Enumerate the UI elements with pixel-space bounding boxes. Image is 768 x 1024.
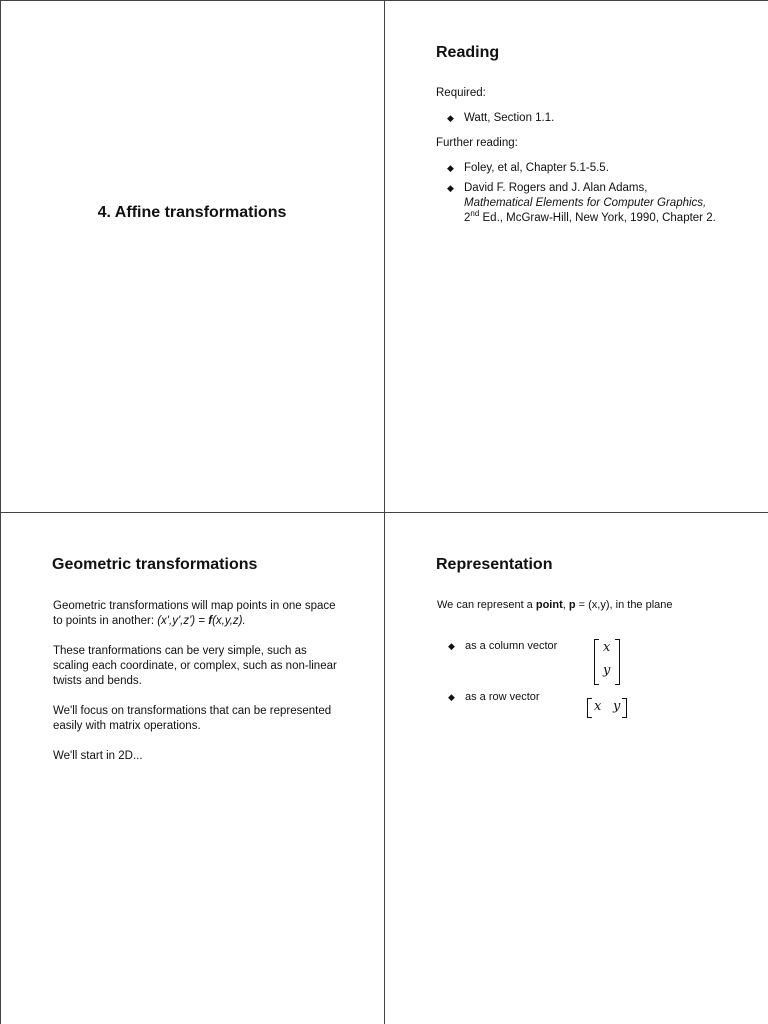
slide-representation (384, 512, 768, 1024)
geometric-heading: Geometric transformations (52, 556, 258, 573)
column-vector-matrix (594, 639, 620, 685)
diamond-bullet-icon: ◆ (448, 641, 455, 651)
slide-geometric-transformations (0, 512, 384, 1024)
list-item (436, 111, 736, 126)
matrix-entry: x (603, 640, 611, 655)
list-item (436, 161, 736, 176)
intro-text: = (x,y), in the plane (575, 599, 673, 611)
row-vector-label: as a row vector (465, 691, 540, 703)
rogers-book-title: Mathematical Elements for Computer Graphics, (464, 197, 707, 209)
list-item (436, 181, 736, 226)
diamond-bullet-icon: ◆ (447, 163, 454, 173)
rogers-edition-suffix: nd (470, 209, 480, 219)
paragraph: We'll start in 2D... (53, 750, 143, 762)
row-vector-matrix (587, 698, 627, 718)
representation-heading: Representation (436, 556, 553, 573)
rogers-publisher: Ed., McGraw-Hill, New York, 1990, Chapter 2. (479, 212, 716, 224)
matrix-entry: x (594, 699, 602, 714)
paragraph: We'll focus on transformations that can be represented easily with matrix operations. (53, 705, 332, 732)
required-list (436, 111, 736, 126)
intro-p-symbol: p (568, 599, 576, 611)
further-label: Further reading: (436, 137, 518, 149)
geometric-body (53, 599, 343, 779)
paragraph (53, 599, 343, 629)
slide-reading (384, 0, 768, 512)
intro-point-term: point (535, 599, 563, 611)
column-vector-label: as a column vector (465, 640, 558, 652)
reading-body (436, 86, 736, 236)
intro-text: We can represent a (437, 599, 536, 611)
slide-title (0, 0, 384, 512)
paragraph-text: Geometric transformations will map points in one space to points in another: (53, 600, 336, 627)
list-item-text: Watt, Section 1.1. (464, 112, 555, 124)
representation-intro (437, 599, 673, 611)
rogers-authors: David F. Rogers and J. Alan Adams, (464, 182, 648, 194)
required-label: Required: (436, 87, 486, 99)
formula-lhs: (x',y',z') = (157, 615, 209, 627)
matrix-entry: y (603, 663, 611, 678)
paragraph: These tranformations can be very simple, such as scaling each coordinate, or complex, such as non-linear twists and bends. (53, 645, 337, 687)
matrix-entry: y (613, 699, 621, 714)
reading-heading: Reading (436, 44, 500, 61)
further-list (436, 161, 736, 226)
diamond-bullet-icon: ◆ (447, 183, 454, 193)
intro-text: , (562, 599, 569, 611)
rogers-edition-number: 2 (464, 212, 471, 224)
diamond-bullet-icon: ◆ (448, 692, 455, 702)
formula-rhs: (x,y,z). (212, 615, 246, 627)
list-item-text: Foley, et al, Chapter 5.1-5.5. (464, 162, 609, 174)
formula-function: f (208, 615, 213, 627)
slide-title-heading: 4. Affine transformations (97, 204, 287, 221)
diamond-bullet-icon: ◆ (447, 113, 454, 123)
